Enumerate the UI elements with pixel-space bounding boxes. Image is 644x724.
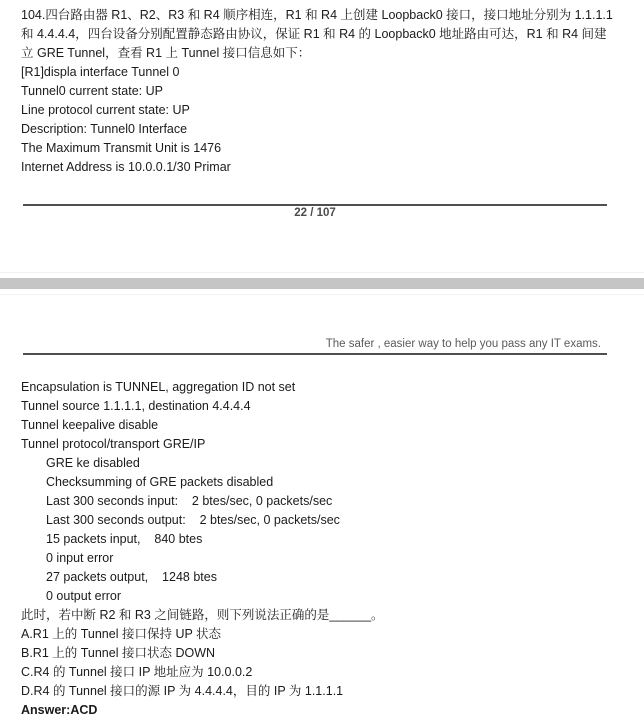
- console-line: GRE ke disabled: [46, 456, 140, 470]
- option-c: C.R4 的 Tunnel 接口 IP 地址应为 10.0.0.2: [21, 665, 253, 679]
- question-line: 和 4.4.4.4，四台设备分别配置静态路由协议，保证 R1 和 R4 的 Loopback0 地址路由可达，R1 和 R4 间建: [21, 27, 607, 41]
- console-line: Tunnel protocol/transport GRE/IP: [21, 437, 206, 451]
- console-line: 15 packets input, 840 btes: [46, 532, 203, 546]
- console-line: 0 output error: [46, 589, 122, 603]
- page-number: 22 / 107: [294, 207, 336, 219]
- option-b: B.R1 上的 Tunnel 接口状态 DOWN: [21, 646, 216, 660]
- page-separator-band: [0, 278, 644, 289]
- console-line: Tunnel keepalive disable: [21, 418, 159, 432]
- console-line: Tunnel source 1.1.1.1, destination 4.4.4.4: [21, 399, 251, 413]
- question-line: 此时，若中断 R2 和 R3 之间链路，则下列说法正确的是______。: [21, 608, 384, 622]
- page-edge-line: [0, 294, 644, 295]
- console-line: Last 300 seconds input: 2 btes/sec, 0 packets/sec: [46, 494, 333, 508]
- console-line: Last 300 seconds output: 2 btes/sec, 0 packets/sec: [46, 513, 340, 527]
- question-line: 立 GRE Tunnel，查看 R1 上 Tunnel 接口信息如下：: [21, 46, 311, 60]
- header-tagline: The safer , easier way to help you pass any IT exams.: [325, 338, 601, 350]
- console-line: Description: Tunnel0 Interface: [21, 122, 188, 136]
- option-a: A.R1 上的 Tunnel 接口保持 UP 状态: [21, 627, 222, 641]
- console-line: Line protocol current state: UP: [21, 103, 190, 117]
- console-line: Tunnel0 current state: UP: [21, 84, 163, 98]
- header-rule: [23, 353, 607, 355]
- console-line: Internet Address is 10.0.0.1/30 Primar: [21, 160, 231, 174]
- footer-rule: [23, 204, 607, 206]
- question-line: 104.四台路由器 R1、R2、R3 和 R4 顺序相连，R1 和 R4 上创建 Loopback0 接口，接口地址分别为 1.1.1.1: [21, 8, 613, 22]
- console-line: [R1]displa interface Tunnel 0: [21, 65, 180, 79]
- console-line: The Maximum Transmit Unit is 1476: [21, 141, 222, 155]
- console-line: Checksumming of GRE packets disabled: [46, 475, 274, 489]
- page-edge-line: [0, 272, 644, 273]
- answer-line: Answer:ACD: [21, 703, 98, 717]
- console-line: 27 packets output, 1248 btes: [46, 570, 217, 584]
- option-d: D.R4 的 Tunnel 接口的源 IP 为 4.4.4.4，目的 IP 为 1.1.1.1: [21, 684, 344, 698]
- console-line: 0 input error: [46, 551, 114, 565]
- console-line: Encapsulation is TUNNEL, aggregation ID not set: [21, 380, 296, 394]
